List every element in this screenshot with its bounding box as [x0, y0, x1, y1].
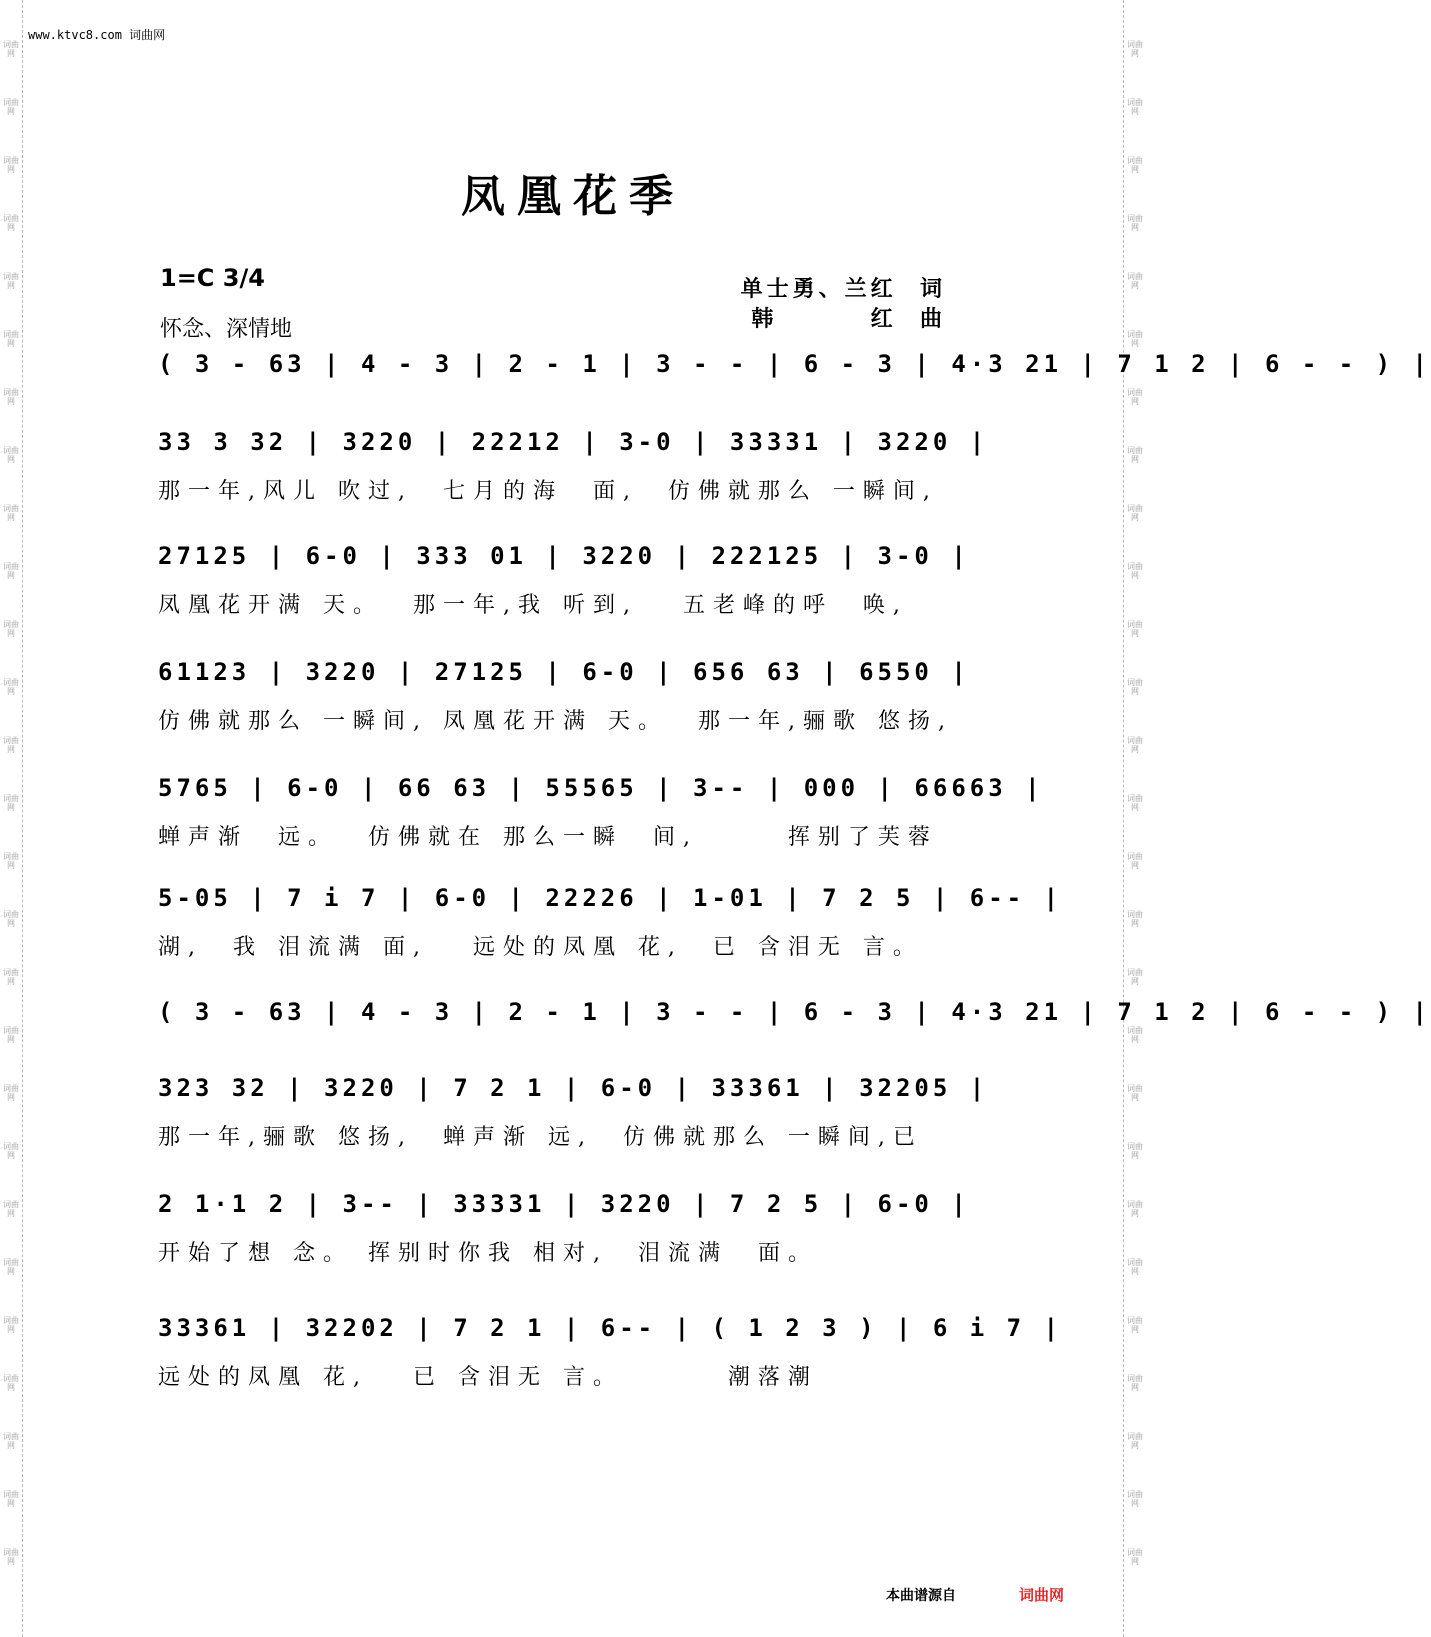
- notation-line: 323 32 | 3220 | 7 2 1 | 6-0 | 33361 | 32205 |: [158, 1074, 989, 1102]
- notation-line: 2 1·1 2 | 3-- | 33331 | 3220 | 7 2 5 | 6-0 |: [158, 1190, 970, 1218]
- notation-line: 5765 | 6-0 | 66 63 | 55565 | 3-- | 000 | 66663 |: [158, 774, 1044, 802]
- lyric-line: 湖, 我 泪流满 面, 远处的凤凰 花, 已 含泪无 言。: [158, 935, 923, 960]
- watermark-mark: 词曲网: [1127, 156, 1143, 174]
- watermark-mark: 词曲网: [1127, 1548, 1143, 1566]
- watermark-mark: 词曲网: [3, 330, 19, 348]
- tempo-marking: 怀念、深情地: [160, 317, 293, 342]
- lyric-line: 凤凰花开满 天。 那一年,我 听到, 五老峰的呼 唤,: [158, 593, 908, 618]
- notation-line: 33361 | 32202 | 7 2 1 | 6-- | ( 1 2 3 ) | 6 i 7 |: [158, 1314, 1063, 1342]
- watermark-mark: 词曲网: [1127, 330, 1143, 348]
- watermark-mark: 词曲网: [3, 794, 19, 812]
- watermark-mark: 词曲网: [1127, 562, 1143, 580]
- watermark-mark: 词曲网: [1127, 1258, 1143, 1276]
- watermark-mark: 词曲网: [3, 214, 19, 232]
- lyricist-credit: 单士勇、兰红 词: [740, 277, 946, 302]
- watermark-mark: 词曲网: [3, 1548, 19, 1566]
- footer-logo: 词曲网: [1018, 1586, 1064, 1604]
- watermark-mark: 词曲网: [1127, 504, 1143, 522]
- watermark-mark: 词曲网: [1127, 1490, 1143, 1508]
- watermark-mark: 词曲网: [1127, 852, 1143, 870]
- watermark-mark: 词曲网: [3, 1258, 19, 1276]
- site-url: www.ktvc8.com 词曲网: [28, 28, 166, 42]
- watermark-mark: 词曲网: [1127, 910, 1143, 928]
- watermark-mark: 词曲网: [1127, 388, 1143, 406]
- lyric-line: 开始了想 念。 挥别时你我 相对, 泪流满 面。: [158, 1241, 818, 1266]
- watermark-mark: 词曲网: [3, 852, 19, 870]
- watermark-mark: 词曲网: [3, 1316, 19, 1334]
- key-signature: 1=C 3/4: [160, 264, 265, 292]
- watermark-mark: 词曲网: [3, 1432, 19, 1450]
- watermark-mark: 词曲网: [3, 1026, 19, 1044]
- watermark-mark: 词曲网: [3, 156, 19, 174]
- notation-line: 5-05 | 7 i 7 | 6-0 | 22226 | 1-01 | 7 2 5 | 6-- |: [158, 884, 1063, 912]
- notation-line: 27125 | 6-0 | 333 01 | 3220 | 222125 | 3-0 |: [158, 542, 970, 570]
- watermark-mark: 词曲网: [3, 968, 19, 986]
- watermark-mark: 词曲网: [3, 388, 19, 406]
- notation-line: 33 3 32 | 3220 | 22212 | 3-0 | 33331 | 3220 |: [158, 428, 989, 456]
- watermark-mark: 词曲网: [3, 562, 19, 580]
- notation-line: 61123 | 3220 | 27125 | 6-0 | 656 63 | 6550 |: [158, 658, 970, 686]
- watermark-mark: 词曲网: [1127, 1200, 1143, 1218]
- watermark-mark: 词曲网: [1127, 678, 1143, 696]
- watermark-mark: 词曲网: [1127, 794, 1143, 812]
- watermark-mark: 词曲网: [3, 736, 19, 754]
- watermark-mark: 词曲网: [3, 1374, 19, 1392]
- watermark-mark: 词曲网: [1127, 40, 1143, 58]
- watermark-mark: 词曲网: [1127, 1432, 1143, 1450]
- watermark-mark: 词曲网: [1127, 446, 1143, 464]
- watermark-mark: 词曲网: [1127, 272, 1143, 290]
- watermark-mark: 词曲网: [1127, 620, 1143, 638]
- watermark-mark: 词曲网: [3, 1200, 19, 1218]
- watermark-mark: 词曲网: [3, 446, 19, 464]
- watermark-mark: 词曲网: [3, 678, 19, 696]
- watermark-mark: 词曲网: [3, 272, 19, 290]
- watermark-mark: 词曲网: [3, 1142, 19, 1160]
- watermark-mark: 词曲网: [1127, 214, 1143, 232]
- notation-line: ( 3 - 63 | 4 - 3 | 2 - 1 | 3 - - | 6 - 3 | 4·3 21 | 7 1 2 | 6 - - ) |: [158, 350, 1431, 378]
- watermark-mark: 词曲网: [1127, 968, 1143, 986]
- song-title: 凤凰花季: [461, 171, 685, 222]
- watermark-mark: 词曲网: [3, 620, 19, 638]
- lyric-line: 蝉声渐 远。 仿佛就在 那么一瞬 间, 挥别了芙蓉: [158, 825, 938, 850]
- composer-credit: 韩 红 曲: [751, 307, 946, 332]
- lyric-line: 那一年,风儿 吹过, 七月的海 面, 仿佛就那么 一瞬间,: [158, 479, 938, 504]
- watermark-mark: 词曲网: [1127, 1374, 1143, 1392]
- watermark-mark: 词曲网: [1127, 1084, 1143, 1102]
- watermark-mark: 词曲网: [3, 504, 19, 522]
- watermark-mark: 词曲网: [3, 1084, 19, 1102]
- watermark-mark: 词曲网: [1127, 736, 1143, 754]
- lyric-line: 仿佛就那么 一瞬间, 凤凰花开满 天。 那一年,骊歌 悠扬,: [158, 709, 953, 734]
- watermark-mark: 词曲网: [3, 910, 19, 928]
- watermark-mark: 词曲网: [1127, 1026, 1143, 1044]
- watermark-mark: 词曲网: [3, 1490, 19, 1508]
- lyric-line: 那一年,骊歌 悠扬, 蝉声渐 远, 仿佛就那么 一瞬间,已: [158, 1125, 923, 1150]
- notation-line: ( 3 - 63 | 4 - 3 | 2 - 1 | 3 - - | 6 - 3 | 4·3 21 | 7 1 2 | 6 - - ) |: [158, 998, 1431, 1026]
- watermark-mark: 词曲网: [3, 40, 19, 58]
- watermark-mark: 词曲网: [3, 98, 19, 116]
- watermark-mark: 词曲网: [1127, 1316, 1143, 1334]
- watermark-mark: 词曲网: [1127, 98, 1143, 116]
- footer-source-label: 本曲谱源自: [886, 1588, 956, 1604]
- lyric-line: 远处的凤凰 花, 已 含泪无 言。 潮落潮: [158, 1365, 818, 1390]
- watermark-mark: 词曲网: [1127, 1142, 1143, 1160]
